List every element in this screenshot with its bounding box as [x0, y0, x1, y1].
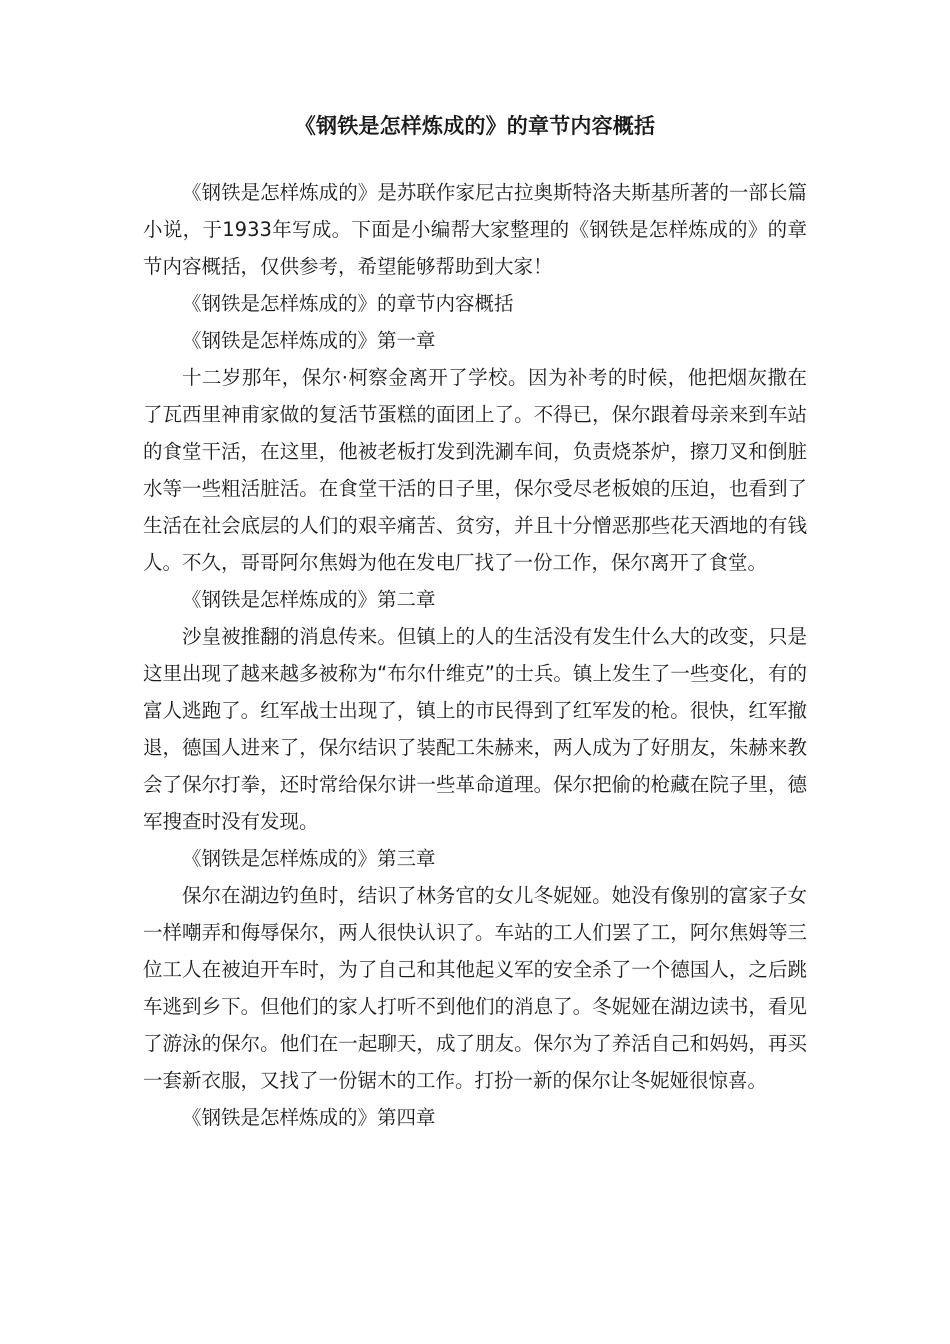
chapter-heading-4: 《钢铁是怎样炼成的》第四章 [182, 1106, 436, 1129]
document-body [143, 174, 807, 1136]
chapter-heading-2: 《钢铁是怎样炼成的》第二章 [182, 588, 436, 611]
document-title: 《钢铁是怎样炼成的》的章节内容概括 [294, 114, 656, 138]
chapter-heading-3: 《钢铁是怎样炼成的》第三章 [182, 847, 436, 870]
section-heading: 《钢铁是怎样炼成的》的章节内容概括 [182, 292, 514, 315]
chapter-heading-1: 《钢铁是怎样炼成的》第一章 [182, 329, 436, 352]
chapter-2-text: 沙皇被推翻的消息传来。但镇上的人的生活没有发生什么大的改变，只是这里出现了越来越多被称为“布尔什维克”的士兵。镇上发生了一些变化，有的富人逃跑了。红军战士出现了，镇上的市民得到了红军发的枪。很快，红军撤退，德国人进来了，保尔结识了装配工朱赫来，两人成为了好朋友，朱赫来教会了保尔打拳，还时常给保尔讲一些革命道理。保尔把偷的枪藏在院子里，德军搜查时没有发现。 [143, 625, 807, 833]
chapter-3-text: 保尔在湖边钓鱼时，结识了林务官的女儿冬妮娅。她没有像别的富家子女一样嘲弄和侮辱保尔，两人很快认识了。车站的工人们罢了工，阿尔焦姆等三位工人在被迫开车时，为了自己和其他起义军的安全杀了一个德国人，之后跳车逃到乡下。但他们的家人打听不到他们的消息了。冬妮娅在湖边读书，看见了游泳的保尔。他们在一起聊天，成了朋友。保尔为了养活自己和妈妈，再买一套新衣服，又找了一份锯木的工作。打扮一新的保尔让冬妮娅很惊喜。 [143, 884, 807, 1092]
intro-paragraph: 《钢铁是怎样炼成的》是苏联作家尼古拉奥斯特洛夫斯基所著的一部长篇小说，于1933年写成。下面是小编帮大家整理的《钢铁是怎样炼成的》的章节内容概括，仅供参考，希望能够帮助到大家！ [143, 181, 807, 278]
chapter-1-text: 十二岁那年，保尔·柯察金离开了学校。因为补考的时候，他把烟灰撒在了瓦西里神甫家做的复活节蛋糕的面团上了。不得已，保尔跟着母亲来到车站的食堂干活，在这里，他被老板打发到洗涮车间，负责烧茶炉，擦刀叉和倒脏水等一些粗活脏活。在食堂干活的日子里，保尔受尽老板娘的压迫，也看到了生活在社会底层的人们的艰辛痛苦、贫穷，并且十分憎恶那些花天酒地的有钱人。不久，哥哥阿尔焦姆为他在发电厂找了一份工作，保尔离开了食堂。 [143, 366, 807, 574]
